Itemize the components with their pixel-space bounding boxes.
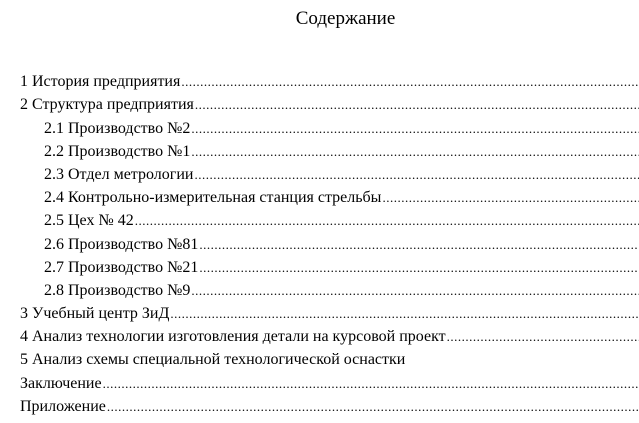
- toc-entry-label: Заключение: [20, 374, 102, 392]
- toc-entry: [0, 184, 639, 207]
- toc-entry: [0, 230, 639, 253]
- toc-entry-label: 2.3 Отдел метрологии: [44, 165, 194, 183]
- dot-leader: [190, 143, 639, 161]
- dot-leader: [198, 259, 639, 277]
- toc-entry-label: Приложение: [20, 397, 106, 415]
- toc-entry: [0, 68, 639, 91]
- toc-entry-label: 2.7 Производство №21: [44, 258, 199, 276]
- dot-leader: [102, 375, 639, 393]
- toc-entry-label: 2.4 Контрольно-измерительная станция стрельбы: [44, 189, 382, 207]
- toc-entry: [0, 91, 639, 114]
- toc-entry: [0, 393, 639, 416]
- dot-leader: [194, 96, 639, 114]
- dot-leader: [169, 305, 639, 323]
- toc-entry: [0, 207, 639, 230]
- toc-entry: [0, 300, 639, 323]
- toc-entry: [0, 161, 639, 184]
- toc-entry: [0, 369, 639, 392]
- toc-entry: [0, 254, 639, 277]
- dot-leader: [198, 236, 639, 254]
- toc-entry: [0, 323, 639, 346]
- dot-leader: [193, 166, 639, 184]
- dot-leader: [190, 120, 639, 138]
- toc-entry-label: 2.8 Производство №9: [44, 281, 191, 299]
- toc-entry-label: 1 История предприятия: [20, 73, 181, 91]
- dot-leader: [106, 398, 639, 416]
- toc-entry: [0, 277, 639, 300]
- toc-entry-label: 2.1 Производство №2: [44, 119, 191, 137]
- toc-entry-label: 2.6 Производство №81: [44, 235, 199, 253]
- dot-leader: [381, 189, 639, 207]
- dot-leader: [190, 282, 639, 300]
- toc-entry-label: 4 Анализ технологии изготовления детали на курсовой проект: [20, 328, 446, 346]
- dot-leader: [446, 328, 639, 346]
- toc-entry-label: 2 Структура предприятия: [20, 96, 194, 114]
- toc-entry: [0, 114, 639, 137]
- table-of-contents: [0, 68, 639, 416]
- toc-entry-label: 5 Анализ схемы специальной технологической оснастки: [20, 351, 406, 369]
- toc-entry-label: 2.5 Цех № 42: [44, 212, 134, 230]
- toc-entry: [0, 138, 639, 161]
- page-title: Содержание: [295, 8, 396, 29]
- toc-entry-label: 2.2 Производство №1: [44, 142, 191, 160]
- toc-entry-label: 3 Учебный центр ЗиД: [20, 305, 170, 323]
- toc-entry: [0, 346, 639, 369]
- dot-leader: [134, 212, 639, 230]
- dot-leader: [180, 73, 639, 91]
